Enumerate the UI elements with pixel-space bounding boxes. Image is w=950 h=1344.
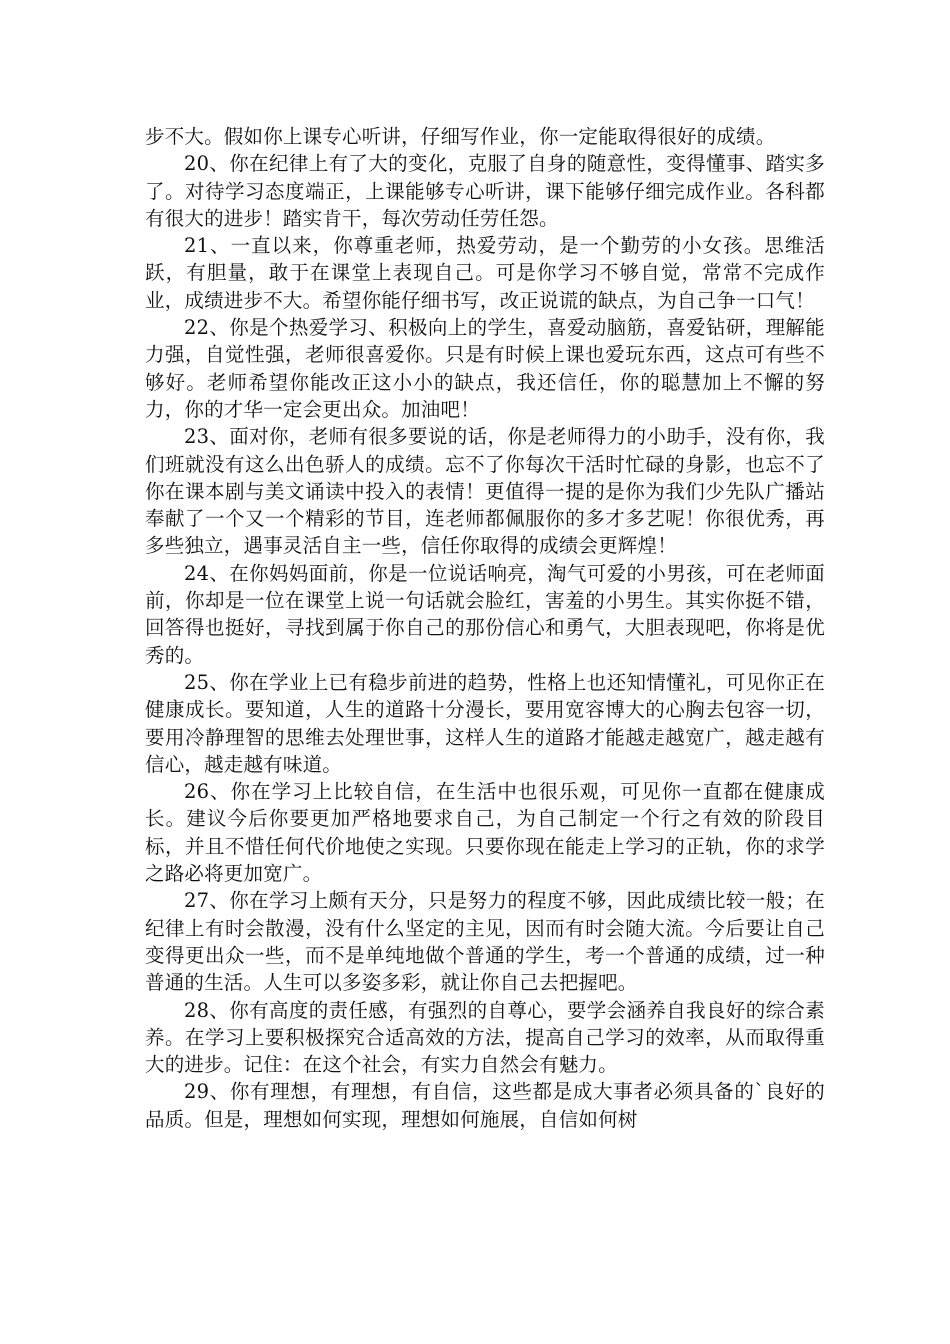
paragraph-comment-26: 26、你在学习上比较自信，在生活中也很乐观，可见你一直都在健康成长。建议今后你要更加严格地要求自己，为自己制定一个行之有效的阶段目标，并且不惜任何代价地使之实现。只要你现在能走上学习的正轨，你的求学之路必将更加宽广。 (145, 780, 825, 886)
paragraph-comment-28: 28、你有高度的责任感，有强烈的自尊心，要学会涵养自我良好的综合素养。在学习上要积极探究合适高效的方法，提高自己学习的效率，从而取得重大的进步。记住：在这个社会，有实力自然会有魅力。 (145, 998, 825, 1077)
paragraph-comment-22: 22、你是个热爱学习、积极向上的学生，喜爱动脑筋，喜爱钻研，理解能力强，自觉性强，老师很喜爱你。只是有时候上课也爱玩东西，这点可有些不够好。老师希望你能改正这小小的缺点，我还信任，你的聪慧加上不懈的努力，你的才华一定会更出众。加油吧！ (145, 316, 825, 421)
document-body (145, 123, 825, 1133)
paragraph-comment-24: 24、在你妈妈面前，你是一位说话响亮，淘气可爱的小男孩，可在老师面前，你却是一位在课堂上说一句话就会脸红，害羞的小男生。其实你挺不错，回答得也挺好，寻找到属于你自己的那份信心和勇气，大胆表现吧，你将是优秀的。 (145, 561, 825, 667)
paragraph-comment-21: 21、一直以来，你尊重老师，热爱劳动，是一个勤劳的小女孩。思维活跃，有胆量，敢于在课堂上表现自己。可是你学习不够自觉，常常不完成作业，成绩进步不大。希望你能仔细书写，改正说谎的缺点，为自己争一口气！ (145, 234, 825, 312)
paragraph-continuation: 步不大。假如你上课专心听讲，仔细写作业，你一定能取得很好的成绩。 (145, 125, 776, 148)
paragraph-comment-25: 25、你在学业上已有稳步前进的趋势，性格上也还知情懂礼，可见你正在健康成长。要知道，人生的道路十分漫长，要用宽容博大的心胸去包容一切，要用冷静理智的思维去处理世事，这样人生的道路才能越走越宽广，越走越有信心，越走越有味道。 (145, 670, 825, 776)
paragraph-comment-27: 27、你在学习上颇有天分，只是努力的程度不够，因此成绩比较一般；在纪律上有时会散漫，没有什么坚定的主见，因而有时会随大流。今后要让自己变得更出众一些，而不是单纯地做个普通的学生，考一个普通的成绩，过一种普通的生活。人生可以多姿多彩，就让你自己去把握吧。 (145, 889, 825, 995)
paragraph-comment-29: 29、你有理想，有理想，有自信，这些都是成大事者必须具备的`良好的品质。但是，理想如何实现，理想如何施展，自信如何树 (145, 1080, 825, 1131)
paragraph-comment-20: 20、你在纪律上有了大的变化，克服了自身的随意性，变得懂事、踏实多了。对待学习态度端正，上课能够专心听讲，课下能够仔细完成作业。各科都有很大的进步！踏实肯干，每次劳动任劳任怨。 (145, 152, 825, 230)
paragraph-comment-23: 23、面对你，老师有很多要说的话，你是老师得力的小助手，没有你，我们班就没有这么出色骄人的成绩。忘不了你每次干活时忙碌的身影，也忘不了你在课本剧与美文诵读中投入的表情！更值得一提的是你为我们少先队广播站奉献了一个又一个精彩的节目，连老师都佩服你的多才多艺呢！你很优秀，再多些独立，遇事灵活自主一些，信任你取得的成绩会更辉煌！ (145, 425, 825, 558)
